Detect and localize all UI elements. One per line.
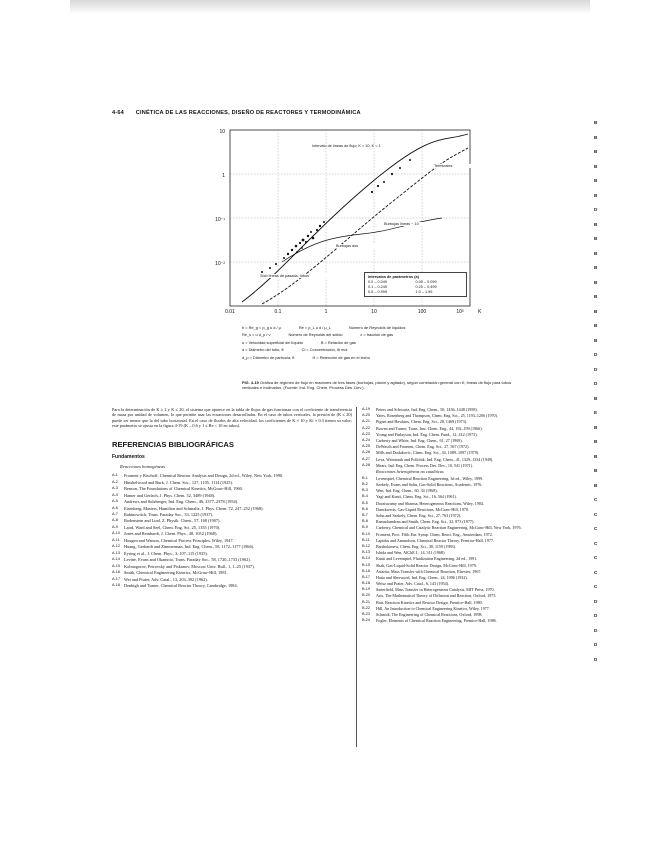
margin-mark: B <box>594 134 598 140</box>
margin-mark: B <box>594 279 598 285</box>
reference-number: A-5 <box>112 499 118 504</box>
reference-number: A-19 <box>362 407 371 411</box>
reference-list <box>362 476 602 623</box>
reference-text: Wei and Prater, Adv. Catal., 13, 203–392 (1962). <box>124 576 208 582</box>
caption-label: FIG. 4-19 <box>242 380 259 385</box>
reference-item <box>362 413 602 418</box>
margin-mark: B <box>594 265 598 270</box>
margin-annotations <box>594 120 608 680</box>
margin-mark: B <box>594 163 598 169</box>
reference-number: A-20 <box>362 413 371 418</box>
reference-text: Bartholomew, Chem. Eng. Sci., 38, 1159 (1983). <box>376 543 456 549</box>
reference-list <box>112 473 352 589</box>
reference-item <box>362 606 602 611</box>
reference-number: B-8 <box>362 519 368 524</box>
reference-item <box>362 519 602 524</box>
section-title: REFERENCIAS BIBLIOGRÁFICAS <box>112 440 234 450</box>
reference-text: Hougen and Watson, Chemical Process Principles, Wiley, 1947. <box>124 537 234 543</box>
x-tick-5: 10³ <box>456 309 464 315</box>
reference-text: Andrews and Sulzberger, Ind. Eng. Chem., 46, 2377–2378 (1954). <box>124 499 239 505</box>
reference-text: Bowen and Turner, Trans. Inst. Chem. Eng., 44, 192–199 (1966). <box>376 425 483 431</box>
annotation-bubble-lines: Burbujas líneas ~ 10 <box>384 222 440 226</box>
margin-mark: D <box>594 642 598 647</box>
margin-mark: B <box>594 236 598 241</box>
reference-number: B-19 <box>362 587 371 592</box>
margin-mark: B <box>594 453 598 459</box>
reference-number: A-3 <box>112 486 118 491</box>
reference-number: A-27 <box>362 456 371 461</box>
nomenclature-row <box>242 324 502 331</box>
nomenclature-row <box>242 331 502 338</box>
chapter-title: CINÉTICA DE LAS REACCIONES, DISEÑO DE REACTORES Y TERMODINÁMICA <box>135 110 361 116</box>
reference-item <box>362 612 602 617</box>
caption-text: Gráfica de régimen de flujo en reactores de tres fases (burbujas, pistón y agitado), según correlación general con K; líneas de flujo para tubos verticales e inclinados. (Fuente: Ind. Eng. Chem. Process Des. Dev.) <box>242 380 512 390</box>
left-column <box>112 407 352 590</box>
reference-text: Carberry and White, Ind. Eng. Chem., 61, 27 (1969). <box>376 437 463 443</box>
x-tick-3: 10 <box>371 309 377 315</box>
y-tick-3: 10⁻² <box>215 261 225 267</box>
reference-number: A-6 <box>112 505 118 510</box>
margin-mark: C <box>594 511 598 517</box>
reference-text: Astarita, Mass Transfer with Chemical Reaction, Elsevier, 1967. <box>376 568 482 574</box>
reference-item <box>112 570 352 575</box>
reference-text: Fogler, Elements of Chemical Reaction Engineering, Prentice-Hall, 1986. <box>376 618 497 624</box>
reference-number: A-9 <box>112 524 118 529</box>
reference-text: Mills and Dudukovic, Chem. Eng. Sci., 34, 1089–1097 (1979). <box>376 450 480 456</box>
reference-number: A-4 <box>112 492 118 497</box>
reference-number: A-18 <box>112 583 121 588</box>
reference-text: Aris, The Mathematical Theory of Diffusion and Reaction, Oxford, 1975. <box>376 593 497 599</box>
reference-item <box>362 407 602 412</box>
margin-mark: B <box>594 482 598 488</box>
reference-number: A-10 <box>112 531 121 536</box>
reference-text: Laird, Ward and Seel, Chem. Eng. Sci. 25, 1355 (1970). <box>124 524 221 530</box>
margin-mark: B <box>594 250 598 256</box>
legend-title: Intervalos de parámetros (a) <box>368 275 419 279</box>
reference-subhead: Reacciones heterogéneas no catalíticas <box>376 468 444 474</box>
reference-item <box>362 494 602 499</box>
annotation-two-bubbles: Burbujas dos <box>336 244 376 248</box>
reference-number: A-13 <box>112 550 121 555</box>
reference-text: Wen, Ind. Eng. Chem., 60, 34 (1968). <box>376 488 438 494</box>
reference-number: B-24 <box>362 618 371 623</box>
nomenclature-row <box>242 354 502 361</box>
reference-item <box>362 593 602 598</box>
nomenclature-term: Número de Reynolds del sólido <box>288 332 343 338</box>
x-tick-0: 0.01 <box>225 309 235 315</box>
y-tick-0: 10 <box>219 129 225 135</box>
reference-text: Schmidt, The Engineering of Chemical Reactions, Oxford, 1998. <box>376 612 483 617</box>
flow-regime-figure <box>112 122 492 318</box>
page-number: 4-64 <box>112 110 124 116</box>
reference-number: B-3 <box>362 488 368 493</box>
nomenclature-term: Re = ρ_L u d / μ_L <box>298 325 331 330</box>
margin-mark: D <box>594 656 598 662</box>
reference-item <box>362 444 602 449</box>
reference-number: B-13 <box>362 550 371 555</box>
margin-mark: C <box>594 526 598 531</box>
book-page <box>112 92 612 812</box>
reference-item <box>112 506 352 511</box>
reference-item <box>112 551 352 556</box>
reference-text: Mears, Ind. Eng. Chem. Process Des. Dev., 10, 541 (1971). <box>376 462 474 468</box>
reference-text: Satterfield, Mass Transfer in Heterogeneous Catalysis, MIT Press, 1970. <box>376 587 495 593</box>
reference-text: Hamer and Gerlach, J. Phys. Chem. 52, 3489 (1948). <box>124 492 216 498</box>
reference-number: A-28 <box>362 462 371 467</box>
reference-item <box>362 538 602 543</box>
nomenclature-row <box>242 346 502 353</box>
reference-text: Hill, An Introduction to Chemical Engineering Kinetics, Wiley, 1977. <box>376 605 490 611</box>
reference-text: Smith, Chemical Engineering Kinetics, McGraw-Hill, 1981. <box>124 570 228 576</box>
reference-text: Carberry, Chemical and Catalytic Reaction Engineering, McGraw-Hill, New York, 1976. <box>376 525 522 531</box>
reference-item <box>112 525 352 530</box>
reference-text: Ramachandran and Smith, Chem. Eng. Sci., 32, 873 (1977). <box>376 519 475 525</box>
reference-item <box>362 507 602 512</box>
nomenclature-row <box>242 339 502 346</box>
margin-mark: B <box>594 439 598 444</box>
reference-text: Hinshelwood and Burk, J. Chem. Soc., 127, 1105, 1114 (1925). <box>124 479 233 485</box>
reference-number: A-14 <box>112 557 121 562</box>
margin-mark: C <box>594 497 598 502</box>
reference-item <box>362 513 602 518</box>
reference-item <box>112 512 352 517</box>
running-head <box>112 110 542 116</box>
reference-item <box>362 563 602 568</box>
margin-mark: D <box>594 598 598 604</box>
legend-item: 0.05 – 0.099 <box>415 280 437 284</box>
reference-item <box>362 438 602 443</box>
reference-text: Sohn and Szekely, Chem. Eng. Sci., 27, 763 (1972). <box>376 513 462 518</box>
reference-item <box>362 482 602 487</box>
reference-item <box>362 450 602 455</box>
reference-text: Denbigh and Turner, Chemical Reactor Theory, Cambridge, 1984. <box>124 583 238 589</box>
reference-item <box>362 575 602 580</box>
margin-mark: D <box>594 352 598 357</box>
reference-item <box>362 600 602 605</box>
margin-mark: B <box>594 221 598 227</box>
reference-text: Weisz and Prater, Adv. Catal., 6, 143 (1954). <box>376 581 450 587</box>
reference-text: Butt, Reaction Kinetics and Reactor Design, Prentice-Hall, 1980. <box>376 599 483 605</box>
legend-item: 0.0 – 0.049 <box>368 280 388 284</box>
nomenclature-term: Re_s = u d_p / ν <box>242 332 271 338</box>
margin-mark: D <box>594 381 598 386</box>
reference-number: A-11 <box>112 537 120 542</box>
reference-number: A-8 <box>112 518 118 523</box>
subsection-title: Fundamentos <box>112 454 145 461</box>
reference-number: B-23 <box>362 612 371 616</box>
reference-item <box>362 544 602 549</box>
reference-number: A-24 <box>362 437 371 442</box>
reference-item <box>112 518 352 523</box>
reference-item <box>112 577 352 582</box>
reference-item <box>112 538 352 543</box>
margin-mark: D <box>594 613 598 618</box>
margin-mark: D <box>594 207 598 212</box>
nomenclature-term: H = Retención de gas en el lecho <box>312 354 370 360</box>
reference-text: Jones and Reinhardt, J. Chem. Phys., 48, 1052 (1968). <box>124 531 218 537</box>
reference-number: B-16 <box>362 568 371 573</box>
legend-item: 1.0 – 1.99 <box>415 290 433 294</box>
reference-text: Eyring et al., J. Chem. Phys., 3, 107–115 (1935). <box>124 550 208 556</box>
x-tick-2: 1 <box>324 309 328 315</box>
reference-item <box>362 618 602 623</box>
annotation-pass-lines: Sólo líneas de pasada, tubos <box>260 274 334 278</box>
margin-mark: B <box>594 120 598 125</box>
reference-number: A-21 <box>362 419 371 424</box>
legend-item: 0.5 – 0.999 <box>368 290 388 294</box>
figure-caption <box>242 380 512 390</box>
margin-mark: B <box>594 308 598 314</box>
reference-number: B-10 <box>362 531 371 536</box>
margin-mark: B <box>594 294 598 299</box>
reference-text: Froment y Bischoff, Chemical Reactor Analysis and Design, 2d ed., Wiley, New York, 1990. <box>124 473 284 479</box>
reference-text: Pignet and Hawkins, Chem. Eng. Sci., 28, 1469 (1973). <box>376 419 468 425</box>
reference-item <box>112 486 352 491</box>
reference-text: Hatta and Sherwood, Ind. Eng. Chem., 24, 1006 (1932). <box>376 574 468 580</box>
reference-text: DeWasch and Froment, Chem. Eng. Sci., 27, 567 (1972). <box>376 444 470 450</box>
margin-mark: B <box>594 395 598 401</box>
margin-mark: E <box>594 410 598 415</box>
reference-item <box>362 426 602 431</box>
reference-item <box>112 557 352 562</box>
margin-mark: B <box>594 192 598 198</box>
reference-number: A-2 <box>112 479 118 484</box>
margin-mark: B <box>594 178 598 183</box>
reference-text: Rabinowitch, Trans. Faraday Soc., 33, 1225 (1937). <box>124 511 214 517</box>
nomenclature-term: Ci = Concentración, lb mol <box>301 347 348 353</box>
reference-item <box>362 501 602 506</box>
reference-item <box>362 532 602 537</box>
margin-mark: D <box>594 627 598 633</box>
x-tick-4: 100 <box>417 309 427 315</box>
reference-item <box>362 457 602 462</box>
annotation-flow-range: Intervalo de líneas de flujo; K > 10, K < 1 <box>312 144 381 148</box>
margin-mark: C <box>594 584 598 589</box>
reference-number: B-11 <box>362 537 370 542</box>
nomenclature-term: b = Re_g = ρ_g u d / μ <box>242 325 281 330</box>
reference-text: Doraiswamy and Sharma, Heterogeneous Reactions, Wiley, 1984. <box>376 500 484 506</box>
margin-mark: D <box>594 366 598 372</box>
reference-text: Young and Finlayson, Ind. Eng. Chem. Fund., 12, 412 (1973). <box>376 431 478 437</box>
reference-number: B-2 <box>362 482 368 487</box>
reference-text: Froment, Proc. Fifth Eur. Symp. Chem. React. Eng., Amsterdam, 1972. <box>376 531 493 537</box>
reference-text: Kunii and Levenspiel, Fluidization Engineering, 2d ed., 1991. <box>376 556 478 562</box>
reference-number: B-22 <box>362 605 371 610</box>
reference-item <box>112 480 352 485</box>
reference-item <box>362 419 602 424</box>
reference-number: B-9 <box>362 525 368 530</box>
reference-number: A-25 <box>362 444 371 449</box>
reference-number: B-20 <box>362 593 371 598</box>
reference-number: A-23 <box>362 431 371 436</box>
reference-text: Kolmogorov, Petrovsky and Piskunov, Moscow Univ. Bull., 1, 1–25 (1937). <box>124 563 255 569</box>
reference-item <box>362 550 602 555</box>
reference-number: B-5 <box>362 500 368 505</box>
reference-number: B-12 <box>362 543 371 548</box>
reference-text: Levine, Evans and Okamoto, Trans. Faraday Soc., 58, 1720–1733 (1962). <box>124 557 251 563</box>
reference-number: B-15 <box>362 562 371 567</box>
reference-number: A-12 <box>112 544 121 549</box>
reference-text: Bodenstein and Lind, Z. Physik. Chem., 57, 168 (1907). <box>124 518 221 524</box>
subsubsection-title: Reacciones homogéneas <box>120 463 166 469</box>
reference-item <box>112 493 352 498</box>
reference-number: A-7 <box>112 511 118 516</box>
margin-mark: B <box>594 323 598 328</box>
reference-number: A-15 <box>112 563 121 568</box>
reference-item <box>362 569 602 574</box>
reference-number: B-21 <box>362 599 371 604</box>
reference-number: B-17 <box>362 574 371 579</box>
reference-text: Shah, Gas-Liquid-Solid Reactor Design, McGraw-Hill, 1979. <box>376 562 477 568</box>
reference-number: B-7 <box>362 513 368 517</box>
reference-number: A-26 <box>362 450 371 455</box>
x-axis-symbol: K <box>478 309 482 315</box>
reference-text: Levenspiel, Chemical Reaction Engineering, 3d ed., Wiley, 1999. <box>376 475 484 481</box>
figure-legend <box>364 272 467 297</box>
reference-number: A-17 <box>112 576 121 581</box>
reference-text: Danckwerts, Gas-Liquid Reactions, McGraw-Hill, 1970. <box>376 506 469 512</box>
nomenclature-term: B = Relación de gas <box>320 339 356 345</box>
reference-text: Lapidus and Amundson, Chemical Reactor Theory, Prentice-Hall, 1977. <box>376 537 495 543</box>
reference-item <box>112 544 352 549</box>
y-tick-1: 1 <box>222 173 225 179</box>
reference-item <box>112 531 352 536</box>
right-column <box>362 407 602 624</box>
margin-mark: B <box>594 337 598 343</box>
reference-item <box>112 564 352 569</box>
reference-text: Ishida and Wen, AIChE J., 14, 311 (1968). <box>376 550 446 556</box>
margin-mark: C <box>594 540 598 546</box>
reference-item <box>112 583 352 588</box>
reference-number: B-18 <box>362 581 371 586</box>
reference-item <box>362 463 602 468</box>
reference-number: B-6 <box>362 506 368 511</box>
column-divider <box>356 407 357 747</box>
figure-nomenclature <box>242 324 502 361</box>
reference-item <box>362 525 602 530</box>
reference-text: Szekely, Evans and Sohn, Gas-Solid Reactions, Academic, 1976. <box>376 482 483 488</box>
reference-list <box>362 407 602 468</box>
legend-item: 0.25 – 0.499 <box>415 285 437 289</box>
reference-text: Benson, The Foundations of Chemical Kinetics, McGraw-Hill, 1960. <box>124 486 243 492</box>
x-tick-1: 0.1 <box>274 309 282 315</box>
margin-mark: C <box>594 555 598 560</box>
margin-mark: B <box>594 149 598 154</box>
reference-number: B-4 <box>362 494 368 499</box>
reference-number: A-16 <box>112 570 121 575</box>
reference-number: A-22 <box>362 425 371 430</box>
reference-number: B-1 <box>362 475 368 480</box>
reference-item <box>362 556 602 561</box>
reference-item <box>362 488 602 493</box>
reference-text: Eisenberg, Masters, Hamilton and Schmaltz, J. Phys. Chem. 72, 247–252 (1968). <box>124 505 264 511</box>
reference-item <box>112 499 352 504</box>
y-tick-2: 10⁻¹ <box>215 217 225 223</box>
reference-number: B-14 <box>362 556 371 561</box>
margin-mark: B <box>594 424 598 430</box>
scan-shadow <box>70 0 590 14</box>
legend-item: 0.1 – 0.249 <box>368 285 388 289</box>
margin-mark: B <box>594 468 598 473</box>
reference-text: Peters and Schwartz, Ind. Eng. Chem., 50, 1436–1448 (1958). <box>376 407 478 412</box>
reference-text: Leva, Weintraub and Pollchik, Ind. Eng. Chem., 41, 1329–1334 (1949). <box>376 456 494 462</box>
reference-item <box>362 587 602 592</box>
reference-item <box>362 581 602 586</box>
nomenclature-term: Número de Reynolds de líquidos <box>348 325 406 330</box>
reference-item <box>362 432 602 437</box>
margin-mark: C <box>594 569 598 575</box>
nomenclature-term: d = Diámetro del tubo, ft <box>242 347 284 353</box>
reference-item <box>112 473 352 478</box>
reference-text: Yagi and Kunii, Chem. Eng. Sci., 16, 364 (1961). <box>376 494 457 500</box>
reference-text: Yates, Rosenberg and Thompson, Chem. Eng. Sci., 25, 1193–1206 (1970). <box>376 413 498 419</box>
reference-item <box>362 476 602 481</box>
reference-number: A-1 <box>112 473 118 478</box>
annotation-terminal: Terminales <box>434 164 474 168</box>
nomenclature-term: d_p = Diámetro de partícula, ft <box>242 354 295 360</box>
nomenclature-term: ε = fracción de gas <box>360 332 394 338</box>
body-paragraph: Para la determinación de K ≥ 2 y K ≤ 20, el sistema que aparece en la tabla de flujos de gas funcionan con el coeficiente de transferencia de masa por unidad de volumen, lo que permite usar las ecuaciones desarrolladas. En el caso de tubos verticales, la presión de (K ≤ 20) puede ser menor que la del tubo horizontal. En el caso de fluidos de alta velocidad, los coeficientes de K ≈ 10 y Ki ≈ 0.3 tienen su valor; este parámetro se ajusta en la figura 4-19 (K – 0.6 y 1 ≤ Re < 10 en tubos). <box>112 407 352 428</box>
reference-text: Huang, Gerhardt and Zimmerman, Ind. Eng. Chem., 58, 1172–1177 (1966). <box>124 544 255 550</box>
nomenclature-term: u = Velocidad superficial del líquido <box>242 339 303 345</box>
